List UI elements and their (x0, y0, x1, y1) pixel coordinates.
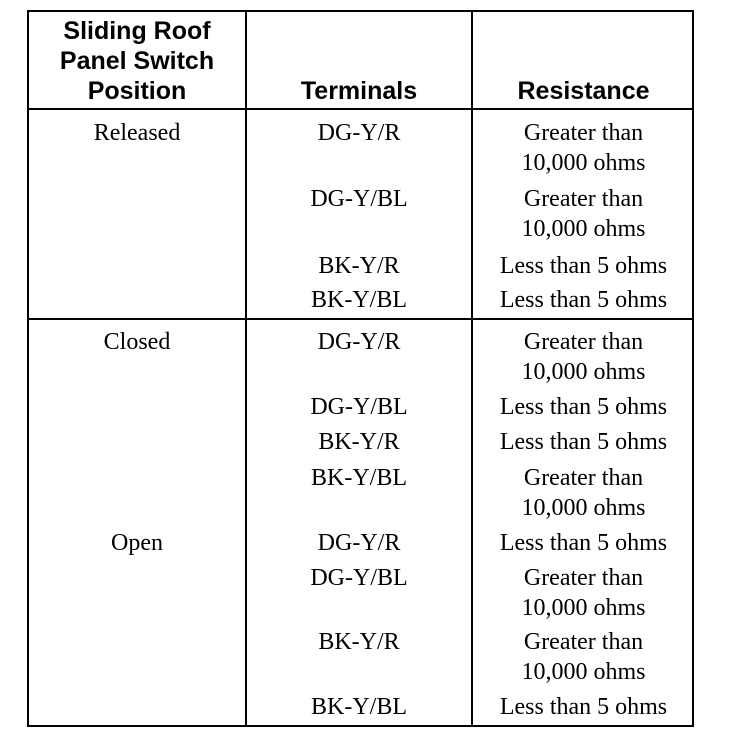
terminal-cell: DG-Y/BL (310, 186, 408, 212)
resistance-line: Greater than (523, 120, 644, 146)
resistance-line: 10,000 ohms (521, 595, 646, 621)
terminal-cell: DG-Y/R (317, 329, 401, 355)
section-divider (29, 318, 471, 320)
resistance-line: Greater than (523, 186, 644, 212)
header-position (29, 16, 245, 106)
resistance-cell (473, 327, 694, 387)
terminal-cell: BK-Y/BL (311, 694, 407, 720)
header-position-line: Panel Switch (59, 47, 215, 75)
resistance-cell (473, 627, 694, 687)
terminal-cell: BK-Y/R (318, 253, 400, 279)
terminal-cell: DG-Y/R (317, 120, 401, 146)
resistance-cell: Less than 5 ohms (499, 287, 668, 313)
resistance-cell: Less than 5 ohms (499, 394, 668, 420)
position-cell: Released (93, 120, 181, 146)
terminal-cell: BK-Y/R (318, 629, 400, 655)
terminal-cell: DG-Y/BL (310, 394, 408, 420)
terminal-cell: BK-Y/BL (311, 465, 407, 491)
resistance-line: Greater than (523, 629, 644, 655)
resistance-cell (473, 118, 694, 178)
switch-resistance-table (27, 10, 694, 727)
resistance-line: Greater than (523, 329, 644, 355)
header-resistance: Resistance (517, 77, 650, 105)
terminal-cell: DG-Y/BL (310, 565, 408, 591)
header-terminals: Terminals (300, 77, 418, 105)
resistance-cell: Less than 5 ohms (499, 694, 668, 720)
position-cell: Open (111, 530, 163, 556)
resistance-line: 10,000 ohms (521, 659, 646, 685)
resistance-cell (473, 463, 694, 523)
position-cell: Closed (103, 329, 171, 355)
resistance-line: 10,000 ohms (521, 359, 646, 385)
section-divider (473, 318, 692, 320)
resistance-line: Greater than (523, 465, 644, 491)
header-divider (29, 108, 692, 110)
resistance-line: Greater than (523, 565, 644, 591)
terminal-cell: BK-Y/BL (311, 287, 407, 313)
resistance-cell (473, 184, 694, 244)
resistance-cell: Less than 5 ohms (499, 253, 668, 279)
header-position-line: Sliding Roof (63, 17, 211, 45)
resistance-line: 10,000 ohms (521, 216, 646, 242)
terminal-cell: DG-Y/R (317, 530, 401, 556)
terminal-cell: BK-Y/R (318, 429, 400, 455)
resistance-cell: Less than 5 ohms (499, 530, 668, 556)
resistance-line: 10,000 ohms (521, 150, 646, 176)
header-position-line: Position (87, 77, 187, 105)
resistance-line: 10,000 ohms (521, 495, 646, 521)
resistance-cell: Less than 5 ohms (499, 429, 668, 455)
resistance-cell (473, 563, 694, 623)
